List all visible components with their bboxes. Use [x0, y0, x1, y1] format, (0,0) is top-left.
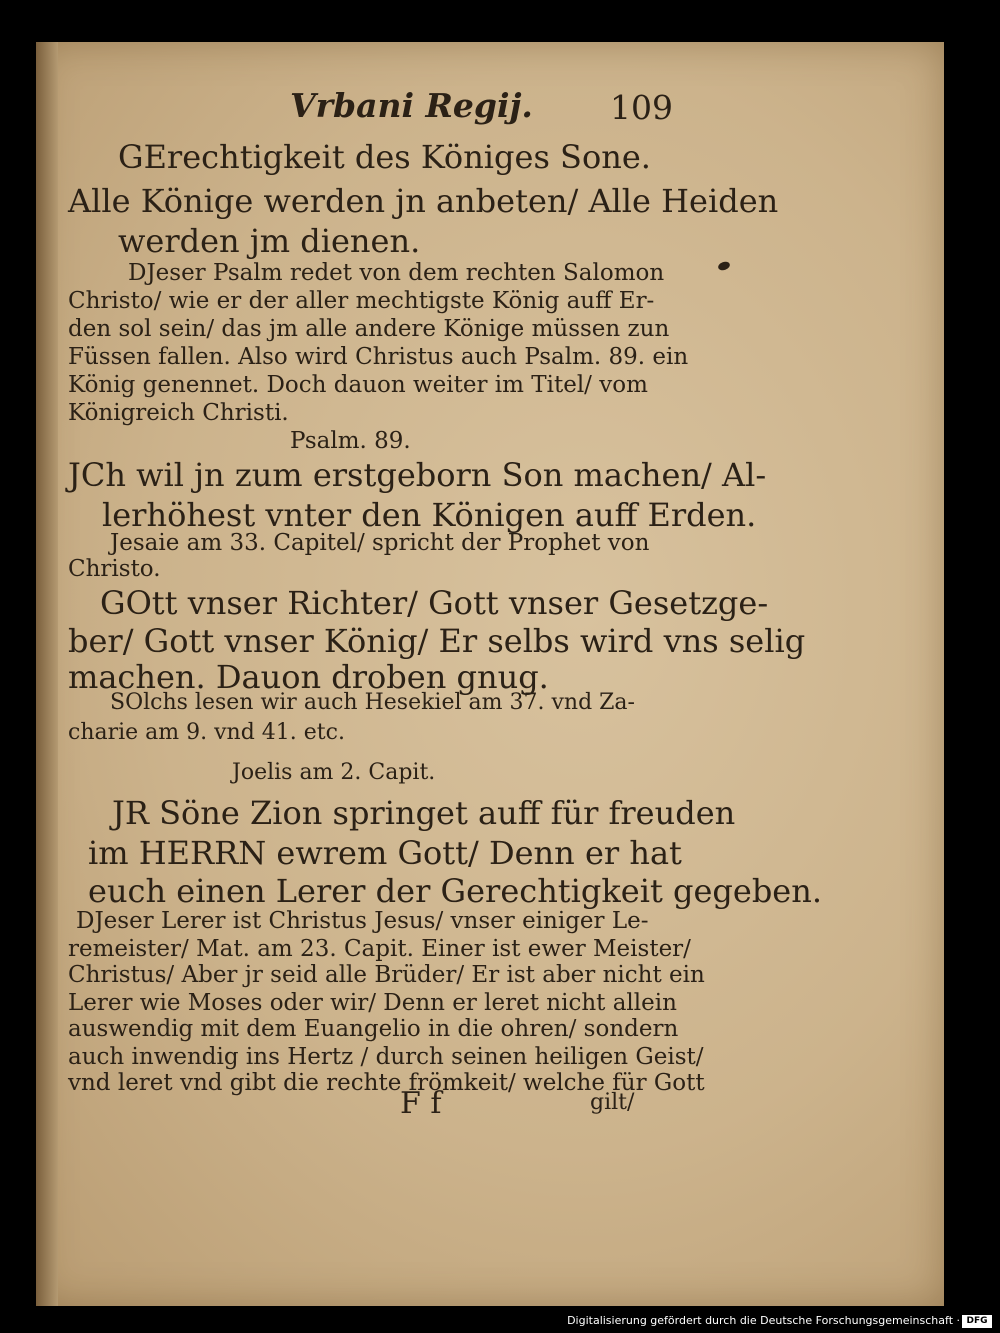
text-line: werden jm dienen.: [118, 222, 421, 260]
footer-bar: [0, 1307, 1000, 1333]
text-line: ber/ Gott vnser König/ Er selbs wird vns selig: [68, 622, 806, 660]
text-line: Psalm. 89.: [290, 428, 411, 454]
text-line: JR Söne Zion springet auff für freuden: [112, 794, 736, 832]
text-line: Füssen fallen. Also wird Christus auch Psalm. 89. ein: [68, 344, 689, 370]
text-line: machen. Dauon droben gnug.: [68, 658, 549, 696]
text-line: auswendig mit dem Euangelio in die ohren/ sondern: [68, 1016, 679, 1042]
text-line: Lerer wie Moses oder wir/ Denn er leret nicht allein: [68, 990, 677, 1016]
text-line: GOtt vnser Richter/ Gott vnser Gesetzge-: [100, 584, 769, 622]
catchword: gilt/: [590, 1090, 635, 1115]
text-line: GErechtigkeit des Königes Sone.: [118, 138, 651, 176]
text-line: Christus/ Aber jr seid alle Brüder/ Er ist aber nicht ein: [68, 962, 705, 988]
funding-credit: Digitalisierung gefördert durch die Deutsche Forschungsgemeinschaft ·: [567, 1314, 960, 1327]
text-line: König genennet. Doch dauon weiter im Titel/ vom: [68, 372, 648, 398]
text-line: Königreich Christi.: [68, 400, 289, 426]
text-line: Christo/ wie er der aller mechtigste König auff Er-: [68, 288, 655, 314]
text-line: DJeser Lerer ist Christus Jesus/ vnser einiger Le-: [76, 908, 649, 934]
text-line: vnd leret vnd gibt die rechte frömkeit/ welche für Gott: [68, 1070, 705, 1096]
text-line: euch einen Lerer der Gerechtigkeit gegeben.: [88, 872, 823, 910]
text-line: SOlchs lesen wir auch Hesekiel am 37. vnd Za-: [110, 690, 635, 715]
text-line: lerhöhest vnter den Königen auff Erden.: [102, 496, 757, 534]
text-line: Jesaie am 33. Capitel/ spricht der Prophet von: [110, 530, 650, 556]
signature-mark: F f: [400, 1086, 442, 1121]
text-line: Christo.: [68, 556, 161, 582]
text-line: Joelis am 2. Capit.: [232, 760, 436, 785]
text-line: auch inwendig ins Hertz / durch seinen heiligen Geist/: [68, 1044, 704, 1070]
running-title: Vrbani Regij.: [290, 86, 533, 125]
text-line: Alle Könige werden jn anbeten/ Alle Heiden: [68, 182, 779, 220]
page-number: 109: [610, 88, 673, 127]
text-line: den sol sein/ das jm alle andere Könige müssen zun: [68, 316, 670, 342]
text-line: remeister/ Mat. am 23. Capit. Einer ist ewer Meister/: [68, 936, 691, 962]
text-line: im HERRN ewrem Gott/ Denn er hat: [88, 834, 682, 872]
page-gutter: [36, 42, 58, 1306]
text-line: DJeser Psalm redet von dem rechten Salomon: [128, 260, 665, 286]
dfg-logo: DFG: [962, 1315, 992, 1328]
text-line: JCh wil jn zum erstgeborn Son machen/ Al-: [68, 456, 767, 494]
text-line: charie am 9. vnd 41. etc.: [68, 720, 345, 745]
